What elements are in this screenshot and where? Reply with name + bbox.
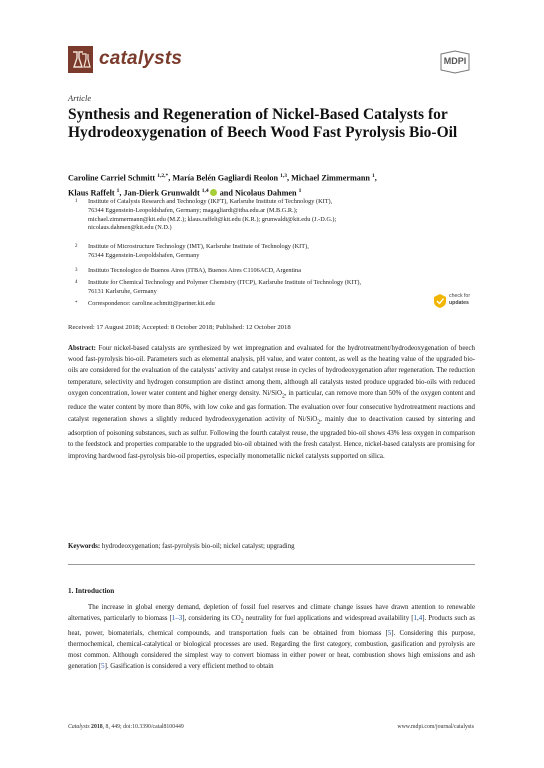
footer-journal-url[interactable]: www.mdpi.com/journal/catalysts	[397, 724, 474, 730]
correspondence-marker: *	[75, 301, 78, 306]
affiliation-number: 2	[75, 244, 78, 249]
footer-year: 2018	[91, 724, 103, 730]
section-heading: 1. Introduction	[68, 587, 115, 595]
divider	[68, 564, 475, 565]
citation-link[interactable]: 4	[418, 615, 423, 623]
keywords	[68, 543, 475, 550]
check-updates-icon	[434, 294, 446, 308]
abstract-subscript: 2	[317, 418, 321, 425]
author-name[interactable]: Klaus Raffelt	[68, 188, 115, 198]
publication-dates: Received: 17 August 2018; Accepted: 8 October 2018; Published: 12 October 2018	[68, 324, 291, 331]
check-for-updates-badge[interactable]	[434, 287, 476, 317]
check-updates-line1: check for	[449, 293, 471, 299]
affiliation-4	[68, 279, 473, 297]
affiliation-line: Institute of Catalysis Research and Technology (IKFT), Karlsruhe Institute of Technology (KIT),	[88, 198, 333, 205]
abstract-text: , in particular, can remove more than 50% of the oxygen content and reduce the water content by more than 80%, with low coke and gas formation. The evaluation over four consecutive hydrotreatment reactions and catalyst regeneration shows a slightly reduced hydrodeoxygenation activity of Ni/SiO	[68, 389, 475, 423]
affiliation-2	[68, 243, 473, 261]
abstract-subscript: 2	[281, 393, 285, 400]
introduction-paragraph	[68, 602, 475, 673]
keywords-label: Keywords:	[68, 543, 101, 550]
keywords-text: hydrodeoxygenation; fast-pyrolysis bio-oil; nickel catalyst; upgrading	[101, 543, 295, 550]
affiliation-line: 76131 Karlsruhe, Germany	[88, 287, 157, 295]
journal-name: catalysts	[99, 48, 183, 69]
author-name[interactable]: Caroline Carriel Schmitt	[68, 173, 156, 183]
footer-citation	[68, 724, 184, 730]
affiliation-line: 76344 Eggenstein-Leopoldshafen, Germany; magagliardi@itba.edu.ar (M.B.G.R.);	[88, 206, 298, 214]
intro-text: ]. Gasification is considered a very efficient method to obtain	[104, 663, 274, 671]
author-name[interactable]: Michael Zimmermann	[291, 173, 370, 183]
author-name[interactable]: María Belén Gagliardi Reolon	[172, 173, 279, 183]
intro-text: The increase in global energy demand, depletion of fossil fuel reserves and climate change issues have drawn attention to renewable alternatives, particularly to biomass [	[68, 604, 475, 623]
affiliation-line: nicolaus.dahmen@kit.edu (N.D.)	[88, 224, 172, 232]
author-name[interactable]: Nicolaus Dahmen	[234, 188, 297, 198]
affiliation-number: 3	[75, 268, 78, 273]
author-list: Caroline Carriel Schmitt $^{1,2,*}$, María Belén Gagliardi Reolon $^{1,3}$, Michael Zimmermann $^1$, Klaus Raffelt $^1$, Jan-Dierk Grunwaldt $^{1,4}$ and Nicolaus Dahmen $^1$	[68, 173, 377, 198]
author-name[interactable]: Jan-Dierk Grunwaldt	[123, 188, 200, 198]
affiliation-number: 4	[75, 280, 78, 285]
citation-link[interactable]: 5	[387, 629, 392, 637]
footer-doi: , 8, 449; doi:10.3390/catal8100449	[102, 724, 184, 730]
correspondence	[68, 300, 473, 309]
abstract-label: Abstract:	[68, 345, 96, 352]
intro-subscript: 2	[240, 618, 244, 625]
author-affiliation-marker: 1	[298, 188, 302, 195]
author-affiliation-marker: 1,3	[280, 173, 287, 179]
orcid-icon[interactable]	[210, 189, 217, 196]
flask-icon	[68, 46, 93, 73]
intro-text: neutrality for fuel applications and widespread availability [	[243, 615, 414, 623]
citation-link[interactable]: 1	[413, 615, 417, 623]
affiliation-line: 76344 Eggenstein-Leopoldshafen, Germany	[88, 251, 200, 259]
author-affiliation-marker: 1	[116, 188, 120, 195]
correspondence-line[interactable]: Correspondence: caroline.schmitt@partner.kit.edu	[88, 300, 215, 307]
abstract-text: , mainly due to deactivation caused by sintering and adsorption of poisoning substances, such as sulfur. Following the fourth catalyst reuse, the upgraded bio-oil shows 43% less oxygen in comparison to the feedstock and properties comparable to the upgraded bio-oil obtained with the fresh catalyst. Hence, nickel-based catalysts are promising for improving hardwood fast-pyrolysis bio-oil properties, especially monometallic nickel catalysts supported on silica.	[68, 415, 475, 460]
affiliation-line: Instituto Tecnologico de Buenos Aires (ITBA), Buenos Aires C1106ACD, Argentina	[88, 267, 301, 274]
affiliation-line: Institute of Microstructure Technology (IMT), Karlsruhe Institute of Technology (KIT),	[88, 243, 309, 250]
article-type: Article	[68, 93, 92, 103]
mdpi-logo-text: MDPI	[443, 56, 467, 66]
affiliation-1	[68, 198, 473, 234]
affiliation-3	[68, 267, 473, 276]
author-affiliation-marker: 1,4	[201, 188, 209, 195]
citation-link[interactable]: 1–3	[171, 615, 183, 623]
citation-link[interactable]: 5	[101, 663, 105, 671]
abstract-text: Four nickel-based catalysts are synthesized by wet impregnation and evaluated for the hydrotreatment/hydrodeoxygenation of beech wood fast-pyrolysis bio-oil. Parameters such as elemental analysis, pH value, and water content, as well as the heating value of the upgraded bio-oils are considered for the evaluation of the catalysts’ activity and catalyst reuse in cycles of hydrodeoxygenation after regeneration. The reduction temperature, selectivity and hydrogen consumption are distinct among them, although all catalysts tested produce upgraded bio-oils with reduced oxygen concentration, lower water content and higher energy density. Ni/SiO	[68, 345, 475, 397]
journal-logo	[68, 46, 93, 73]
article-title: Synthesis and Regeneration of Nickel-Based Catalysts for Hydrodeoxygenation of Beech Wood Fast Pyrolysis Bio-Oil	[68, 106, 458, 141]
intro-text: ,	[417, 615, 419, 623]
abstract	[68, 343, 475, 462]
check-updates-line2: updates	[449, 300, 469, 306]
affiliation-number: 1	[75, 199, 78, 204]
author-affiliation-marker: 1	[372, 173, 375, 179]
intro-text: ], considering its CO	[182, 615, 241, 623]
affiliation-line: Institute for Chemical Technology and Polymer Chemistry (ITCP), Karlsruhe Institute of Technology (KIT),	[88, 279, 362, 286]
affiliation-line: michael.zimmermann@kit.edu (M.Z.); klaus.raffelt@kit.edu (K.R.); grunwaldt@kit.edu (J.-D.G.);	[88, 215, 337, 223]
intro-text: ]. Considering this purpose, thermochemical, chemical-catalytical or biological processes are used. Regarding the first category, combustion, gasification and pyrolysis are most common. Although considered the simplest way to convert biomass in either power or heat, combustion shows high emissions and ash generation [	[68, 629, 475, 671]
intro-text: ]. Products such as heat, power, biomaterials, chemical compounds, and transportation fuels can be obtained from biomass [	[68, 615, 475, 637]
author-affiliation-marker: 1,2,*	[157, 173, 169, 179]
footer-journal: Catalysts	[68, 724, 90, 730]
